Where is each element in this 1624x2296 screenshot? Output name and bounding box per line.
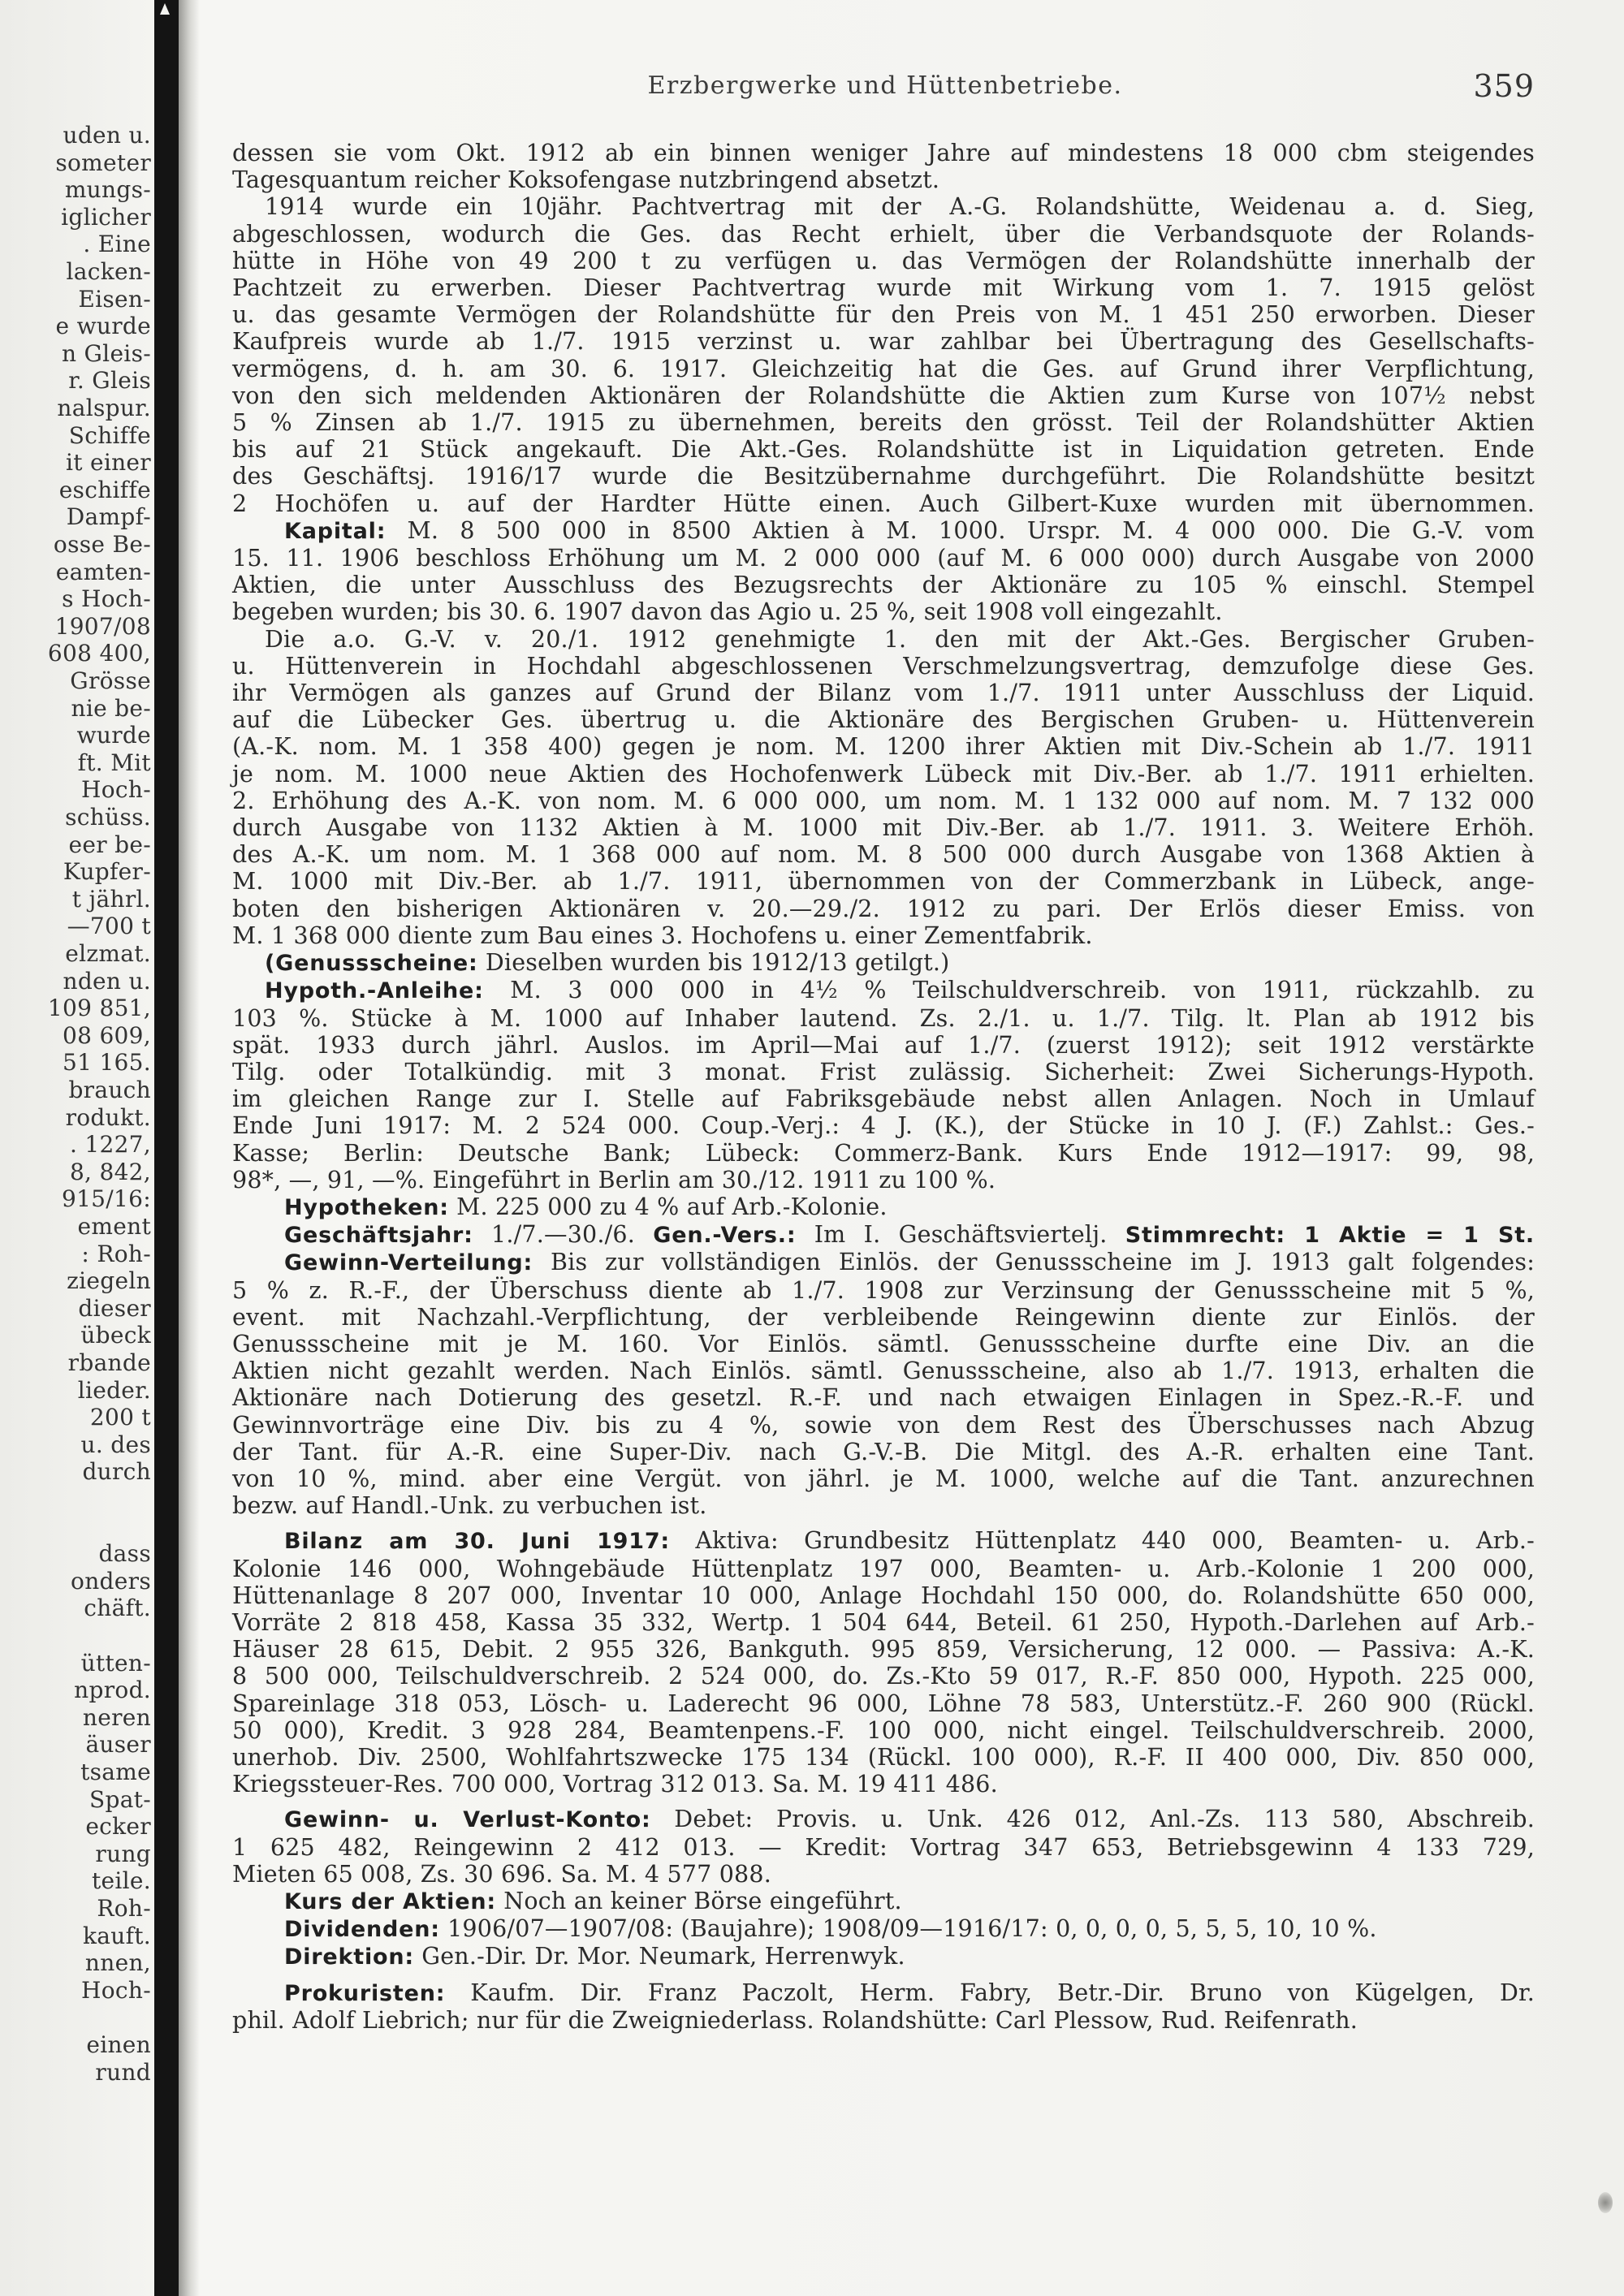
facing-page-line: —700 t — [67, 913, 151, 940]
text-line: Aktien, die unter Ausschluss des Bezugsrechts der Aktionäre zu 105 % einschl. Stempel — [232, 572, 1535, 599]
facing-page-line: r. Gleis — [68, 367, 151, 395]
text-line: M. 1000 mit Div.-Ber. ab 1./7. 1911, übernommen von der Commerzbank in Lübeck, ange- — [232, 868, 1535, 896]
facing-page-line: dass — [98, 1540, 151, 1568]
text-line: ihr Vermögen als ganzes auf Grund der Bilanz vom 1./7. 1911 unter Ausschluss der Liquid. — [232, 680, 1535, 707]
facing-page-line: Eisen- — [78, 285, 151, 313]
text-line: dessen sie vom Okt. 1912 ab ein binnen weniger Jahre auf mindestens 18 000 cbm steigendes — [232, 140, 1535, 166]
text-line: unerhob. Div. 2500, Wohlfahrtszwecke 175 134 (Rückl. 100 000), R.-F. II 400 000, Div. 850 000, — [232, 1743, 1535, 1771]
intro-paragraph — [232, 140, 1535, 517]
facing-page-line: rung — [95, 1840, 151, 1867]
text-line: Dividenden: 1906/07—1907/08: (Baujahre); 1908/09—1916/17: 0, 0, 0, 0, 5, 5, 5, 10, 10 %. — [284, 1915, 1377, 1943]
kurs-section — [232, 1888, 1535, 1915]
hypotheken-section — [232, 1193, 1535, 1221]
facing-page-line: ement — [77, 1213, 151, 1240]
text-line: 5 % z. R.-F., der Überschuss diente ab 1./7. 1908 zur Verzinsung der Genussscheine mit 5 %, — [232, 1276, 1535, 1304]
facing-page-line: it einer — [65, 449, 151, 477]
facing-page-line: ft. Mit — [77, 749, 151, 776]
facing-page-line: u. des — [80, 1431, 151, 1458]
facing-page-line: eschiffe — [58, 476, 151, 503]
facing-page-line: nprod. — [74, 1677, 151, 1704]
text-line: Tilg. oder Totalkündig. mit 3 monat. Frist zulässig. Sicherheit: Zwei Sicherungs-Hypoth. — [232, 1058, 1535, 1085]
main-text-column — [232, 140, 1535, 2034]
text-line: event. mit Nachzahl.-Verpflichtung, der verbleibende Reingewinn diente zur Einlös. der — [232, 1303, 1535, 1331]
text-line: u. das gesamte Vermögen der Rolandshütte für den Preis von M. 1 451 250 erworben. Dieser — [232, 301, 1535, 329]
gen-vers-label: Gen.-Vers.: — [653, 1223, 797, 1249]
facing-page-line: wurde — [76, 722, 151, 749]
text-line: phil. Adolf Liebrich; nur für die Zweigniederlass. Rolandshütte: Carl Plessow, Rud. Reifenrath. — [232, 2006, 1358, 2034]
facing-page-line: 608 400, — [47, 640, 151, 667]
facing-page-line: 1907/08 — [54, 612, 151, 640]
ink-spot — [1598, 2192, 1613, 2213]
hypoth-anleihe-section — [232, 977, 1535, 1193]
gewinn-verlust-label: Gewinn- u. Verlust-Konto: — [284, 1807, 651, 1833]
text-line: Hypotheken: M. 225 000 zu 4 % auf Arb.-Kolonie. — [284, 1193, 888, 1220]
facing-page-line: tsame — [80, 1759, 151, 1785]
text-line: u. Hüttenverein in Hochdahl abgeschlossenen Verschmelzungsvertrag, demzufolge diese Ges. — [232, 652, 1535, 680]
text-line: 8 500 000, Teilschuldverschreib. 2 524 000, do. Zs.-Kto 59 017, R.-F. 850 000, Hypoth. 225 000, — [232, 1663, 1535, 1690]
text-line: M. 1 368 000 diente zum Bau eines 3. Hochofens u. einer Zementfabrik. — [232, 921, 1093, 949]
text-line: hütte in Höhe von 49 200 t zu verfügen u. das Vermögen der Rolandshütte innerhalb der — [232, 247, 1535, 274]
text-line: Gewinn- u. Verlust-Konto: Debet: Provis. u. Unk. 426 012, Anl.-Zs. 113 580, Abschreib. — [284, 1806, 1535, 1833]
facing-page-line: rbande — [67, 1349, 151, 1376]
genussscheine-label: (Genussscheine: — [265, 951, 478, 977]
direktion-label: Direktion: — [284, 1944, 414, 1970]
text-line: Aktionäre nach Dotierung des gesetzl. R.-F. und nach etwaigen Einlagen in Spez.-R.-F. und — [232, 1384, 1535, 1412]
facing-page-line: dieser — [78, 1294, 151, 1322]
gewinn-verteilung-label: Gewinn-Verteilung: — [284, 1250, 533, 1276]
text-line: begeben wurden; bis 30. 6. 1907 davon das Agio u. 25 %, seit 1908 voll eingezahlt. — [232, 598, 1223, 626]
facing-page-line: lacken- — [66, 258, 151, 285]
stimmrecht-label: Stimmrecht: — [1125, 1223, 1285, 1249]
facing-page-line: uden u. — [63, 122, 151, 149]
text-line: abgeschlossen, wodurch die Ges. das Recht erhielt, über die Verbandsquote der Rolands- — [232, 220, 1535, 248]
kurs-label: Kurs der Aktien: — [284, 1889, 496, 1914]
facing-page-line: . 1227, — [69, 1131, 151, 1159]
text-line: 103 %. Stücke à M. 1000 auf Inhaber lautend. Zs. 2./1. u. 1./7. Tilg. lt. Plan ab 1912 bis — [232, 1004, 1535, 1032]
text-line: (A.-K. nom. M. 1 358 400) gegen je nom. M. 1200 ihrer Aktien mit Div.-Schein ab 1./7. 1911 — [232, 733, 1535, 761]
text-line: auf die Lübecker Ges. übertrug u. die Aktionäre des Bergischen Gruben- u. Hüttenverein — [232, 706, 1535, 734]
kapital-label: Kapital: — [284, 518, 387, 544]
facing-page-line: nden u. — [63, 967, 151, 995]
facing-page-line: teile. — [91, 1867, 151, 1895]
text-line: 98*, —, 91, —%. Eingeführt in Berlin am 30./12. 1911 zu 100 %. — [232, 1166, 996, 1193]
facing-page-line: osse Be- — [53, 531, 151, 558]
facing-page-line: übeck — [80, 1322, 151, 1349]
dividenden-section — [232, 1915, 1535, 1943]
text-line: 2. Erhöhung des A.-K. von nom. M. 6 000 000, um nom. M. 1 132 000 auf nom. M. 7 132 000 — [232, 787, 1535, 814]
facing-page-line: 8, 842, — [69, 1158, 151, 1185]
facing-page-line: nalspur. — [57, 395, 151, 421]
facing-page-line: chäft. — [84, 1595, 151, 1622]
text-line: Hüttenanlage 8 207 000, Inventar 10 000, Anlage Hochdahl 150 000, do. Rolandshütte 650 000, — [232, 1582, 1535, 1609]
text-line: spät. 1933 durch jährl. Auslos. im April—Mai auf 1./7. (zuerst 1912); seit 1912 verstärkte — [232, 1031, 1535, 1059]
text-line: boten den bisherigen Aktionären v. 20.—29./2. 1912 zu pari. Der Erlös dieser Emiss. von — [232, 895, 1535, 922]
text-line: des Geschäftsj. 1916/17 wurde die Besitzübernahme durchgeführt. Die Rolandshütte besitzt — [232, 463, 1535, 490]
facing-page-line: Dampf- — [66, 503, 151, 531]
text-line: Vorräte 2 818 458, Kassa 35 332, Wertp. 1 504 644, Beteil. 61 250, Hypoth.-Darlehen auf Arb.- — [232, 1608, 1535, 1636]
prokuristen-section — [232, 1979, 1535, 2034]
facing-page-line: nie be- — [71, 694, 151, 722]
dividenden-label: Dividenden: — [284, 1917, 440, 1943]
facing-page-line: Hoch- — [81, 1976, 151, 2004]
facing-page-line: neren — [82, 1703, 151, 1731]
facing-page-column — [0, 122, 151, 2233]
facing-page-line: ütten- — [80, 1649, 151, 1677]
facing-page-line: Hoch- — [81, 776, 151, 804]
gewinn-verteilung-section — [232, 1249, 1535, 1519]
facing-page-line: iglicher — [61, 203, 151, 231]
text-line: Genussscheine mit je M. 160. Vor Einlös. sämtl. Genussscheine durfte eine Div. an die — [232, 1330, 1535, 1357]
hypoth-anleihe-label: Hypoth.-Anleihe: — [265, 978, 484, 1004]
text-line: Kapital: M. 8 500 000 in 8500 Aktien à M. 1000. Urspr. M. 4 000 000. Die G.-V. vom — [284, 516, 1535, 544]
facing-page-line: 51 165. — [63, 1049, 151, 1077]
text-line: bezw. auf Handl.-Unk. zu verbuchen ist. — [232, 1492, 707, 1520]
text-line: 1 625 482, Reingewinn 2 412 013. — Kredit: Vortrag 347 653, Betriebsgewinn 4 133 729, — [232, 1833, 1535, 1861]
kapital-section — [232, 517, 1535, 949]
facing-page-line: lieder. — [77, 1376, 151, 1404]
facing-page-line: elzmat. — [65, 940, 151, 967]
book-gutter — [154, 0, 179, 2296]
text-line: (Genussscheine: Dieselben wurden bis 1912/13 getilgt.) — [265, 949, 950, 977]
gewinn-verlust-section — [232, 1806, 1535, 1888]
text-line: Gewinnvorträge eine Div. bis zu 4 %, sowie von dem Rest des Überschusses nach Abzug — [232, 1411, 1535, 1439]
text-line: 1914 wurde ein 10jähr. Pachtvertrag mit der A.-G. Rolandshütte, Weidenau a. d. Sieg, — [265, 193, 1535, 221]
text-line: des A.-K. um nom. M. 1 368 000 auf nom. M. 8 500 000 durch Ausgabe von 1368 Aktien à — [232, 841, 1535, 869]
text-line: im gleichen Range zur I. Stelle auf Fabriksgebäude nebst allen Anlagen. Noch in Umlauf — [232, 1085, 1535, 1113]
facing-page-line: : Roh- — [81, 1240, 151, 1267]
text-line: Ende Juni 1917: M. 2 524 000. Coup.-Verj.: 4 J. (K.), der Stücke in 10 J. (F.) Zahlst.: Ges.- — [232, 1112, 1535, 1140]
text-line: von 10 %, mind. aber eine Vergüt. von jährl. je M. 1000, welche auf die Tant. anzurechnen — [232, 1465, 1535, 1492]
text-line: Kurs der Aktien: Noch an keiner Börse eingeführt. — [284, 1888, 902, 1914]
facing-page-line: Kupfer- — [63, 858, 151, 886]
text-line: Gewinn-Verteilung: Bis zur vollständigen Einlös. der Genussscheine im J. 1913 galt folgendes: — [284, 1249, 1535, 1276]
facing-page-line: 200 t — [89, 1404, 151, 1431]
geschaeftsjahr-section — [232, 1221, 1535, 1249]
text-line: Geschäftsjahr: 1./7.—30./6. Gen.-Vers.: Im I. Geschäftsviertelj. Stimmrecht: 1 Aktie = 1 St. — [284, 1221, 1535, 1249]
text-line: 5 % Zinsen ab 1./7. 1915 zu übernehmen, bereits den grösst. Teil der Rolandshütter Aktien — [232, 409, 1535, 437]
facing-page-line: brauch — [68, 1077, 151, 1103]
facing-page-line: mungs- — [64, 176, 151, 204]
facing-page-line: kauft. — [82, 1922, 151, 1949]
hypotheken-label: Hypotheken: — [284, 1194, 449, 1220]
text-line: Prokuristen: Kaufm. Dir. Franz Paczolt, Herm. Fabry, Betr.-Dir. Bruno von Kügelgen, Dr. — [284, 1979, 1535, 2006]
prokuristen-label: Prokuristen: — [284, 1980, 446, 2006]
running-title: Erzbergwerke und Hüttenbetriebe. — [647, 71, 1123, 100]
text-line: Bilanz am 30. Juni 1917: Aktiva: Grundbesitz Hüttenplatz 440 000, Beamten- u. Arb.- — [284, 1527, 1535, 1555]
page-header — [235, 68, 1535, 110]
text-line: Pachtzeit zu erwerben. Dieser Pachtvertrag wurde mit Wirkung vom 1. 7. 1915 gelöst — [232, 274, 1535, 302]
text-line: von den sich meldenden Aktionären der Rolandshütte die Aktien zum Kurse von 107½ nebst — [232, 382, 1535, 409]
text-line: Spareinlage 318 053, Lösch- u. Laderecht 96 000, Löhne 78 583, Unterstütz.-F. 260 900 (Rückl. — [232, 1690, 1535, 1717]
facing-page-line: nnen, — [84, 1949, 151, 1977]
text-line: 50 000), Kredit. 3 928 284, Beamtenpens.-F. 100 000, nicht eingel. Teilschuldverschreib. 2000, — [232, 1716, 1535, 1744]
text-line: Kasse; Berlin: Deutsche Bank; Lübeck: Commerz-Bank. Kurs Ende 1912—1917: 99, 98, — [232, 1139, 1535, 1167]
facing-page-line: n Gleis- — [61, 339, 151, 367]
genussscheine-section — [232, 949, 1535, 977]
text-line: Mieten 65 008, Zs. 30 696. Sa. M. 4 577 088. — [232, 1860, 771, 1888]
gutter-shadow — [179, 0, 200, 2296]
text-line: Häuser 28 615, Debit. 2 955 326, Bankguth. 995 859, Versicherung, 12 000. — Passiva: A.-K. — [232, 1636, 1535, 1664]
text-line: Direktion: Gen.-Dir. Dr. Mor. Neumark, Herrenwyk. — [284, 1943, 905, 1970]
facing-page-line: rund — [95, 2058, 151, 2086]
facing-page-line: einen — [86, 2031, 151, 2058]
text-line: Kaufpreis wurde ab 1./7. 1915 verzinst u. war zahlbar bei Übertragung des Gesellschafts- — [232, 328, 1535, 356]
facing-page-line: onders — [71, 1567, 151, 1595]
text-line: Kolonie 146 000, Wohngebäude Hüttenplatz 197 000, Beamten- u. Arb.-Kolonie 1 200 000, — [232, 1555, 1535, 1582]
facing-page-line: ziegeln — [67, 1267, 151, 1295]
facing-page-line: ecker — [85, 1813, 151, 1841]
facing-page-line: eer be- — [68, 831, 151, 858]
facing-page-line: Roh- — [97, 1895, 151, 1922]
facing-page-line: someter — [55, 149, 151, 176]
facing-page-line: Spat- — [89, 1785, 151, 1813]
text-line: der Tant. für A.-R. eine Super-Div. nach G.-V.-B. Die Mitgl. des A.-R. erhalten eine Tant. — [232, 1438, 1535, 1465]
facing-page-line: rodukt. — [65, 1103, 151, 1131]
facing-page-line: 08 609, — [63, 1021, 151, 1049]
bilanz-label: Bilanz am 30. Juni 1917: — [284, 1529, 671, 1555]
facing-page-line: 915/16: — [61, 1185, 151, 1213]
text-line: Die a.o. G.-V. v. 20./1. 1912 genehmigte 1. den mit der Akt.-Ges. Bergischer Gruben- — [265, 625, 1535, 653]
text-line: Tagesquantum reicher Koksofengase nutzbringend absetzt. — [232, 166, 940, 194]
facing-page-line: Schiffe — [68, 421, 151, 449]
text-line: vermögens, d. h. am 30. 6. 1917. Gleichzeitig hat die Ges. auf Grund ihrer Verpflichtung, — [232, 355, 1535, 382]
facing-page-line: . Eine — [83, 231, 151, 258]
text-line: Hypoth.-Anleihe: M. 3 000 000 in 4½ % Teilschuldverschreib. von 1911, rückzahlb. zu — [265, 977, 1535, 1004]
text-line: durch Ausgabe von 1132 Aktien à M. 1000 mit Div.-Ber. ab 1./7. 1911. 3. Weitere Erhöh. — [232, 814, 1535, 842]
facing-page-line: äuser — [85, 1731, 151, 1759]
text-line: 2 Hochöfen u. auf der Hardter Hütte einen. Auch Gilbert-Kuxe wurden mit übernommen. — [232, 490, 1535, 517]
facing-page-line: Grösse — [70, 667, 151, 694]
direktion-section — [232, 1943, 1535, 1970]
facing-page-line: e wurde — [55, 313, 151, 340]
facing-page-line: t jährl. — [71, 885, 151, 913]
text-line: je nom. M. 1000 neue Aktien des Hochofenwerk Lübeck mit Div.-Ber. ab 1./7. 1911 erhielten. — [232, 760, 1535, 788]
text-line: 15. 11. 1906 beschloss Erhöhung um M. 2 000 000 (auf M. 6 000 000) durch Ausgabe von 2000 — [232, 545, 1535, 572]
bilanz-section — [232, 1527, 1535, 1798]
facing-page-line: schüss. — [65, 804, 151, 831]
text-line: Kriegssteuer-Res. 700 000, Vortrag 312 013. Sa. M. 19 411 486. — [232, 1771, 998, 1798]
page-number: 359 — [1473, 68, 1535, 104]
text-line: Aktien nicht gezahlt werden. Nach Einlös. sämtl. Genussscheine, also ab 1./7. 1913, erhalten die — [232, 1357, 1535, 1385]
facing-page-line: 109 851, — [47, 995, 151, 1022]
text-line: bis auf 21 Stück angekauft. Die Akt.-Ges. Rolandshütte ist in Liquidation getreten. Ende — [232, 436, 1535, 464]
facing-page-line: eamten- — [55, 558, 151, 585]
facing-page-line: durch — [82, 1458, 151, 1486]
facing-page-line: s Hoch- — [62, 585, 151, 613]
geschaeftsjahr-label: Geschäftsjahr: — [284, 1223, 473, 1249]
